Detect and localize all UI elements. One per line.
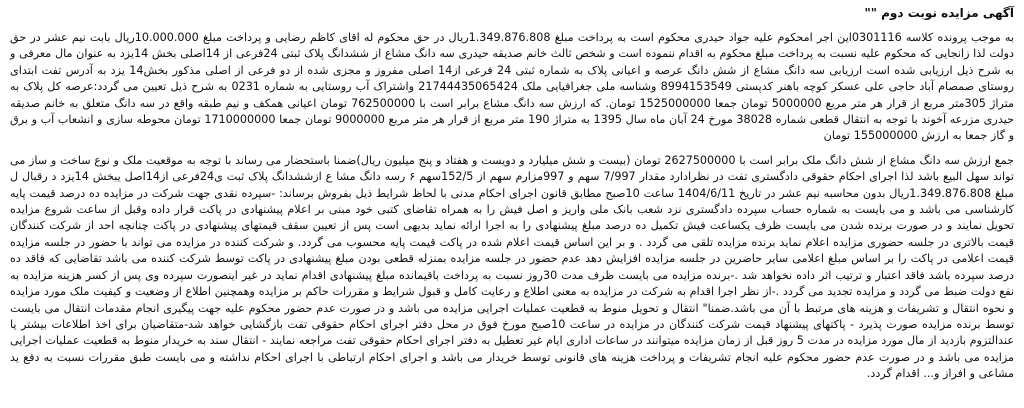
- notice-title: آگهی مزایده نوبت دوم "": [864, 6, 1014, 20]
- notice-paragraph-2: جمع ارزش سه دانگ مشاع از شش دانگ ملک برابر است با 2627500000 تومان (بیست و شش میلیارد و دویست و هفتاد و پنج میلیون ریال)ضمنا باستحضار می رساند با توجه به موقعیت ملک و نوع ساخت و ساز می تواند سهل البیع باشد لذا اجرای احکام حقوقی دادگستری تفت در نظرادارد مقدار 7/997 سهم و 997مزارم سهم از 152/5سهم ۶ رسه دانگ مشا ع ازششدانگ پلاک ثبت ی24فرعی از14اصل یبخش 14یزد د رقبال ل مبلغ 1.349.876.808ریال بدون محاسبه نیم عشر در تاریخ 1404/6/11 ساعت 10صبح مطابق قانون اجرای احکام مدنی با لحاظ شرایط ذیل بفروش برساند: -سپرده نقدی جهت شرکت در مزایده ده درصد قیمت پایه کارشناسی می باشد و می بایست به شماره حساب سپرده دادگستری نزد شعب بانک ملی واریز و اصل فیش را به همراه تقاضای کتبی خود مبنی بر اعلام پیشنهادی در پاکت قرار داده وقبل از ساعت شروع مزایده تحویل نمایند و در صورت برنده شدن می بایست ظرف یکساعت فیش تکمیل ده درصد مبلغ پیشنهادی را به اجرا ارائه نماید بدیهی است پس از تعیین سقف قیمتهای پیشنهادی در پاکت چنانچه احد از شرکت کنندگان قیمت بالاتری در جلسه حضوری مزایده اعلام نماید برنده مزایده تلقی می گردد . و بر این اساس قیمت اعلام شده در پاکت قیمت پایه محسوب می گردد. و شرکت کننده در مزایده می تواند با حضور در جلسه مزایده قیمت اعلامی در پاکت را بر اساس مبلغ اعلامی سایر حاضرین در جلسه مزایده افزایش دهد عدم حضور در جلسه مزایده بمنزله قطعی بودن مبلغ پیشنهادی در پاکت توسط شرکت کننده می باشد تقاضایی که فاقد ده درصد سپرده باشد فاقد اعتبار و ترتیب اثر داده نخواهد شد .-برنده مزایده می بایست ظرف مدت 30روز نسبت به پرداخت باقیمانده مبلغ پیشنهادی اقدام نماید در غیر اینصورت سپرده وی پس از کسر هزینه مزایده به نفع دولت ضبط می گردد و مزایده تجدید می گردد .-از نظر اجرا اقدام به شرکت در مزایده به معنی اطلاع و رعایت کامل و قبول شرایط و مقررات حاکم بر مزایده وهمچنین اطلاع از وضعیت و کیفیت ملک مورد مزایده و نحوه انتقال و تشریفات و هزینه های مرتبط با آن می باشد.ضمنا" انتقال و تحویل منوط به قطعیت عملیات اجرایی مزایده می باشد و در صورت عدم حضور محکوم علیه جهت پیگیری انجام مقدمات انتقال می بایست توسط برنده مزایده صورت پذیرد - پاکتهای پیشنهاد قیمت شرکت کنندگان در مزایده در ساعت 10صبح مورخ فوق در محل دفتر اجرای احکام حقوقی تفت بازگشایی خواهد شد-متقاضیان برای اخذ اطلاعات بیشتر یا عندالتزوم بازدید از مال مورد مزایده در مدت 5 روز قبل از زمان مزایده میتوانند در ساعات اداری ایام غیر تعطیل به دفتر اجرای احکام حقوقی تفت مراجعه نمایند - انتقال سند به خریدار منوط به قطعیت عملیات اجرایی مزایده می باشد و در صورت عدم حضور محکوم علیه انجام تشریفات و پرداخت هزینه های قانونی توسط خریدار می باشد و اجرای احکام ارتباطی با اجرای احکام نداشته و می بایست طبق مقررات نسبت به دفع ید مشاعی و افراز و... اقدام گردد.: [10, 153, 1015, 381]
- notice-paragraph-1: به موجب پرونده کلاسه 0301116این اجر امحکوم علیه جواد حیدری محکوم است به پرداخت مبلغ 1.349.876.808ریال در حق محکوم له اقای کاظم رضایی و پرداخت مبلغ 10.000.000ریال بابت نیم عشر در حق دولت لذا زانجایی که محکوم علیه نسبت به پرداخت مبلغ محکوم به اقدام ننموده است و شخص ثالث خانم صدیقه حیدری سه دانگ مشاع از ششدانگ پلاک ثبتی 24فرعی از 14اصلی بخش 14یزد به عنوان مال معرفی و به شرح ذیل ارزیابی شده است ارزیابی سه دانگ مشاع از شش دانگ عرصه و اعیانی پلاک به شماره ثبتی 24 فرعی از14 اصلی مفروز و مجزی شده از دو فرعی از اصلی مذکور بخش14 یزد به آدرس تفت ابتدای روستای صمصام آباد حاجی علی عسکر کوچه باهنر کدپستی 8994153549 وشناسه ملی جغرافیایی ملک 21744435065424 واشتراک آب روستایی به شماره 0231 به شرح ذیل تعیین می گردد:عرصه کل پلاک به متراژ 305متر مربع از قرار هر متر مربع 5000000 تومان جمعا 1525000000 تومان. که ارزش سه دانگ مشاع برابر است با 762500000 تومان اعیانی همکف و نیم طبقه واقع در سه دانگ متعلق به خانم صدیقه حیدری مزرعه آخوند با توجه به انتقال قطعی شماره 38028 مورخ 24 آبان ماه سال 1395 به متراژ 190 متر مربع از قرار هر متر مربع 9000000 تومان جمعا 1710000000 تومان محوطه سازی و انشعاب آب و برق و گاز جمعا به ارزش 155000000 تومان: [10, 31, 1015, 143]
